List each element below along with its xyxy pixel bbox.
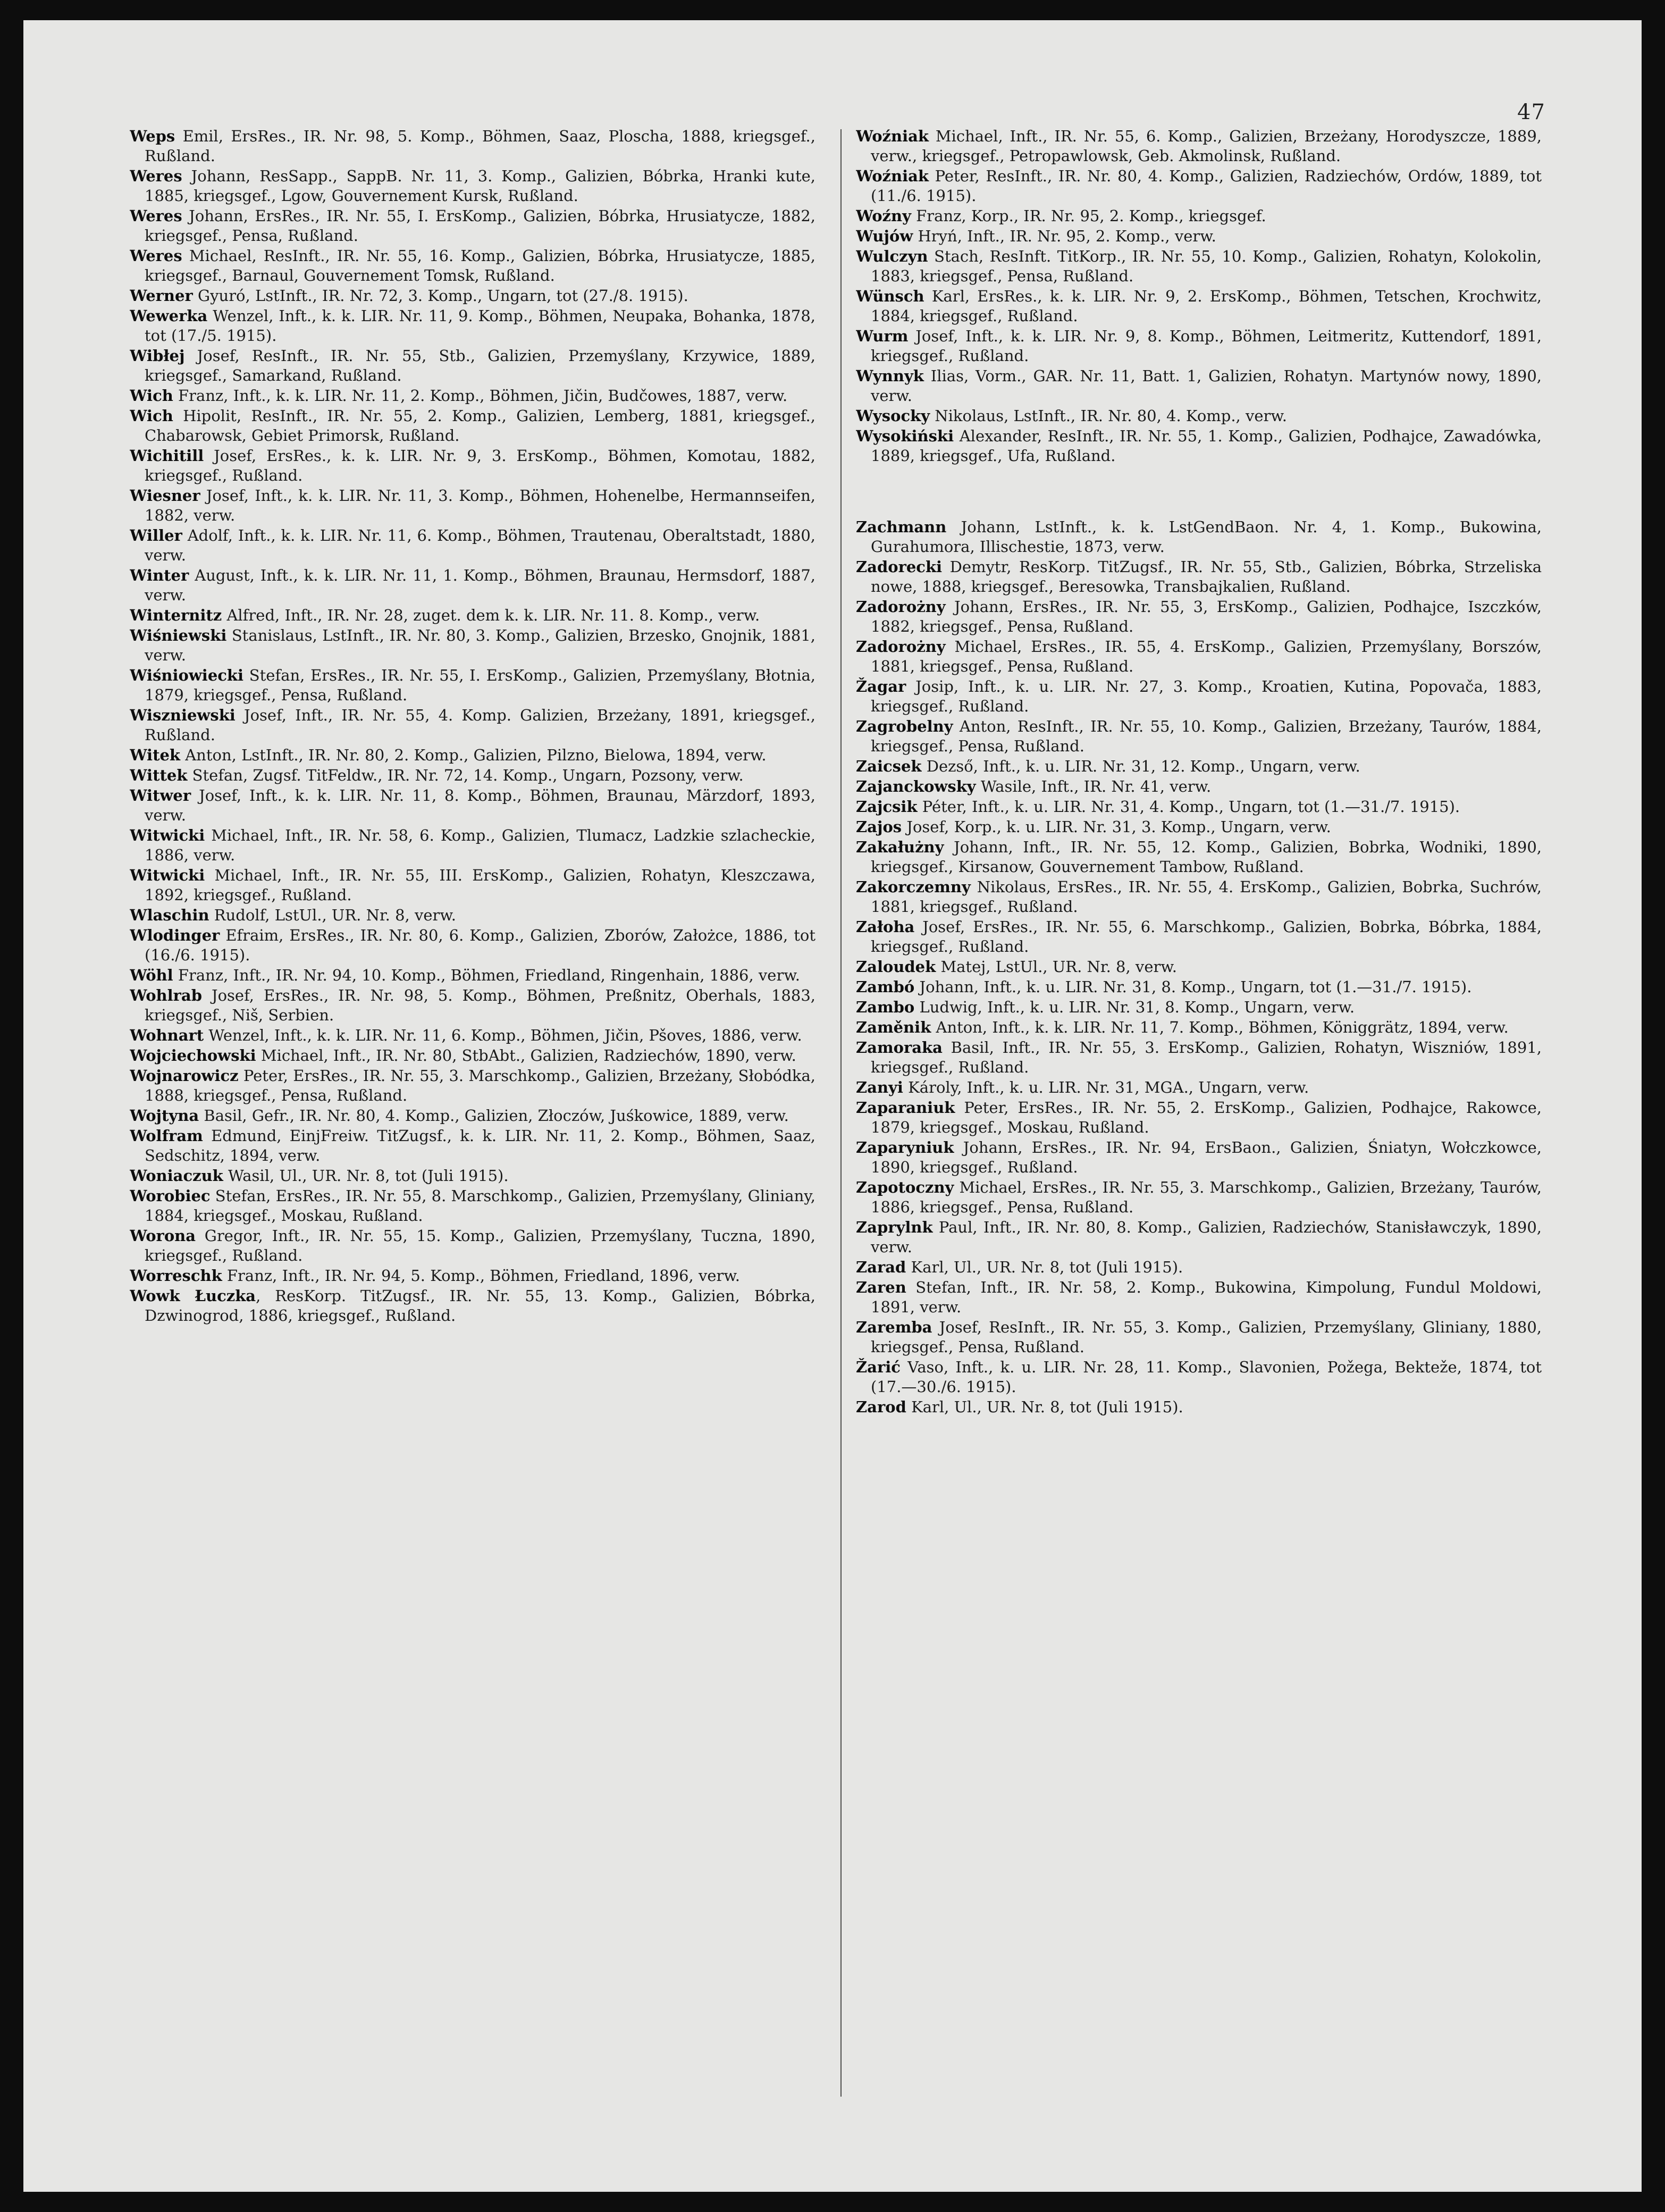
entry-surname: Zarod <box>856 1398 906 1416</box>
entry-details: Basil, Inft., IR. Nr. 55, 3. ErsKomp., Galizien, Rohatyn, Wiszniów, 1891, kriegsgef., Rußland. <box>871 1038 1542 1076</box>
list-entry <box>130 926 815 965</box>
entry-surname: Wowk Łuczka <box>130 1287 256 1305</box>
list-entry <box>130 1226 815 1266</box>
entry-surname: Wysokiński <box>856 427 954 445</box>
list-entry <box>130 706 815 745</box>
list-entry <box>856 797 1542 817</box>
entry-surname: Wlodinger <box>130 926 220 944</box>
entry-surname: Worreschk <box>130 1267 222 1285</box>
entry-surname: Winter <box>130 566 189 584</box>
entries-z-section <box>856 517 1542 1417</box>
list-entry <box>130 346 815 386</box>
list-entry <box>130 1286 815 1326</box>
entry-surname: Wibłej <box>130 347 185 365</box>
entry-surname: Wiśniewski <box>130 626 227 644</box>
entry-details: Michael, Inft., IR. Nr. 55, 6. Komp., Galizien, Brzeżany, Horodyszcze, 1889, verw., kriegsgef., Petropawlowsk, Geb. Akmolinsk, Rußland. <box>871 127 1542 165</box>
entry-details: Franz, Inft., IR. Nr. 94, 5. Komp., Böhmen, Friedland, 1896, verw. <box>222 1267 740 1285</box>
entry-details: Stach, ResInft. TitKorp., IR. Nr. 55, 10. Komp., Galizien, Rohatyn, Kolokolin, 1883, kriegsgef., Pensa, Rußland. <box>871 247 1542 285</box>
entry-details: Josef, Inft., k. k. LIR. Nr. 11, 3. Komp., Böhmen, Hohenelbe, Hermannseifen, 1882, verw. <box>145 487 815 524</box>
list-entry <box>130 1266 815 1286</box>
list-entry <box>856 998 1542 1017</box>
entry-surname: Witwicki <box>130 826 205 844</box>
list-entry <box>130 386 815 406</box>
entry-surname: Witwicki <box>130 866 205 884</box>
entry-surname: Žarić <box>856 1358 901 1376</box>
entry-surname: Zaprylnk <box>856 1218 933 1236</box>
book-page <box>23 20 1642 2192</box>
entry-surname: Wojtyna <box>130 1107 199 1125</box>
entry-surname: Zadorożny <box>856 598 946 616</box>
list-entry <box>130 306 815 346</box>
entry-details: Johann, ErsRes., IR. Nr. 55, I. ErsKomp., Galizien, Bóbrka, Hrusiatycze, 1882, kriegsgef., Pensa, Rußland. <box>145 207 815 245</box>
list-entry <box>130 1186 815 1226</box>
column-divider <box>840 129 842 2097</box>
entry-surname: Wojnarowicz <box>130 1067 239 1085</box>
entry-details: Peter, ErsRes., IR. Nr. 55, 2. ErsKomp., Galizien, Podhajce, Rakowce, 1879, kriegsgef., Moskau, Rußland. <box>871 1099 1542 1136</box>
entry-details: Alexander, ResInft., IR. Nr. 55, 1. Komp., Galizien, Podhajce, Zawadówka, 1889, kriegsgef., Ufa, Rußland. <box>871 427 1542 465</box>
entry-details: Franz, Inft., IR. Nr. 94, 10. Komp., Böhmen, Friedland, Ringenhain, 1886, verw. <box>173 966 800 984</box>
entry-details: Michael, ErsRes., IR. 55, 4. ErsKomp., Galizien, Przemyślany, Borszów, 1881, kriegsgef., Pensa, Rußland. <box>871 638 1542 675</box>
entry-details: , ResKorp. TitZugsf., IR. Nr. 55, 13. Komp., Galizien, Bóbrka, Dzwinogrod, 1886, kriegsgef., Rußland. <box>145 1287 815 1325</box>
entry-surname: Wysocky <box>856 407 930 425</box>
entry-details: Basil, Gefr., IR. Nr. 80, 4. Komp., Galizien, Złoczów, Juśkowice, 1889, verw. <box>199 1107 789 1125</box>
entry-surname: Weres <box>130 247 182 265</box>
entry-surname: Willer <box>130 526 182 544</box>
list-entry <box>130 906 815 925</box>
entry-surname: Załoha <box>856 918 915 936</box>
entry-details: Alfred, Inft., IR. Nr. 28, zuget. dem k. k. LIR. Nr. 11. 8. Komp., verw. <box>222 606 760 624</box>
entry-surname: Woniaczuk <box>130 1167 223 1185</box>
list-entry <box>856 637 1542 676</box>
entry-details: Gyuró, LstInft., IR. Nr. 72, 3. Komp., Ungarn, tot (27./8. 1915). <box>192 287 688 305</box>
section-gap <box>856 466 1542 517</box>
list-entry <box>856 1318 1542 1357</box>
list-entry <box>130 966 815 985</box>
list-entry <box>856 717 1542 756</box>
entry-details: Rudolf, LstUl., UR. Nr. 8, verw. <box>209 906 456 924</box>
entry-details: Karl, ErsRes., k. k. LIR. Nr. 9, 2. ErsKomp., Böhmen, Tetschen, Krochwitz, 1884, kriegsgef., Rußland. <box>871 287 1542 325</box>
page-number: 47 <box>1517 100 1545 124</box>
entry-details: Karl, Ul., UR. Nr. 8, tot (Juli 1915). <box>906 1258 1183 1276</box>
list-entry <box>856 877 1542 917</box>
entry-details: Josef, Inft., k. k. LIR. Nr. 9, 8. Komp., Böhmen, Leitmeritz, Kuttendorf, 1891, kriegsgef., Rußland. <box>871 327 1542 365</box>
entry-surname: Wittek <box>130 766 188 784</box>
list-entry <box>856 1258 1542 1277</box>
list-entry <box>856 677 1542 716</box>
entry-surname: Winternitz <box>130 606 222 624</box>
entry-details: Demytr, ResKorp. TitZugsf., IR. Nr. 55, Stb., Galizien, Bóbrka, Strzeliska nowe, 1888, kriegsgef., Beresowka, Transbajkalien, Rußland. <box>871 558 1542 596</box>
list-entry <box>856 326 1542 366</box>
list-entry <box>130 127 815 166</box>
list-entry <box>130 745 815 765</box>
entry-details: Franz, Korp., IR. Nr. 95, 2. Komp., kriegsgef. <box>911 207 1266 225</box>
entry-details: Károly, Inft., k. u. LIR. Nr. 31, MGA., Ungarn, verw. <box>903 1078 1309 1096</box>
list-entry <box>856 366 1542 406</box>
list-entry <box>856 517 1542 557</box>
list-entry <box>856 166 1542 206</box>
list-entry <box>130 1106 815 1126</box>
entry-surname: Wich <box>130 387 173 405</box>
entry-details: Wenzel, Inft., k. k. LIR. Nr. 11, 9. Komp., Böhmen, Neupaka, Bohanka, 1878, tot (17./5. 1915). <box>145 307 815 345</box>
list-entry <box>130 1066 815 1105</box>
entry-details: August, Inft., k. k. LIR. Nr. 11, 1. Komp., Böhmen, Braunau, Hermsdorf, 1887, verw. <box>145 566 815 604</box>
list-entry <box>856 1038 1542 1077</box>
list-entry <box>130 1166 815 1186</box>
entry-surname: Wichitill <box>130 447 204 465</box>
entry-details: Peter, ErsRes., IR. Nr. 55, 3. Marschkomp., Galizien, Brzeżany, Słobódka, 1888, kriegsgef., Pensa, Rußland. <box>145 1067 815 1104</box>
entry-details: Stefan, Zugsf. TitFeldw., IR. Nr. 72, 14. Komp., Ungarn, Pozsony, verw. <box>187 766 744 784</box>
entry-surname: Wohlrab <box>130 986 202 1004</box>
entry-surname: Wynnyk <box>856 367 924 385</box>
list-entry <box>130 166 815 206</box>
list-entry <box>130 526 815 565</box>
entry-surname: Wlaschin <box>130 906 209 924</box>
list-entry <box>130 566 815 605</box>
entry-details: Johann, ResSapp., SappB. Nr. 11, 3. Komp., Galizien, Bóbrka, Hranki kute, 1885, kriegsgef., Lgow, Gouvernement Kursk, Rußland. <box>145 167 815 205</box>
entry-surname: Zagrobelny <box>856 717 953 735</box>
list-entry <box>856 1098 1542 1137</box>
list-entry <box>856 1018 1542 1037</box>
list-entry <box>130 786 815 825</box>
entry-surname: Zaloudek <box>856 958 936 976</box>
entry-details: Michael, Inft., IR. Nr. 55, III. ErsKomp., Galizien, Rohatyn, Kleszczawa, 1892, kriegsgef., Rußland. <box>145 866 815 904</box>
entry-details: Michael, ErsRes., IR. Nr. 55, 3. Marschkomp., Galizien, Brzeżany, Taurów, 1886, kriegsgef., Pensa, Rußland. <box>871 1178 1542 1216</box>
entry-surname: Zajos <box>856 818 902 836</box>
entry-surname: Wurm <box>856 327 909 345</box>
list-entry <box>856 757 1542 776</box>
entry-surname: Zambo <box>856 998 915 1016</box>
entry-details: Josef, ErsRes., IR. Nr. 55, 6. Marschkomp., Galizien, Bobrka, Bóbrka, 1884, kriegsgef., Rußland. <box>871 918 1542 956</box>
entry-details: Johann, Inft., k. u. LIR. Nr. 31, 8. Komp., Ungarn, tot (1.—31./7. 1915). <box>914 978 1472 996</box>
entry-surname: Zakorczemny <box>856 878 971 896</box>
list-entry <box>856 557 1542 597</box>
list-entry <box>856 837 1542 877</box>
entry-details: Johann, ErsRes., IR. Nr. 94, ErsBaon., Galizien, Śniatyn, Wołczkowce, 1890, kriegsgef., Rußland. <box>871 1138 1542 1176</box>
list-entry <box>856 1138 1542 1177</box>
list-entry <box>856 817 1542 837</box>
entry-details: Péter, Inft., k. u. LIR. Nr. 31, 4. Komp., Ungarn, tot (1.—31./7. 1915). <box>917 798 1460 816</box>
entry-surname: Zakałużny <box>856 838 944 856</box>
entry-details: Gregor, Inft., IR. Nr. 55, 15. Komp., Galizien, Przemyślany, Tuczna, 1890, kriegsgef., Rußland. <box>145 1227 815 1264</box>
entry-surname: Zarad <box>856 1258 906 1276</box>
entry-surname: Witwer <box>130 786 191 805</box>
entry-surname: Zadorożny <box>856 638 946 656</box>
entry-details: Emil, ErsRes., IR. Nr. 98, 5. Komp., Böhmen, Saaz, Ploscha, 1888, kriegsgef., Rußland. <box>145 127 815 165</box>
entry-details: Hipolit, ResInft., IR. Nr. 55, 2. Komp., Galizien, Lemberg, 1881, kriegsgef., Chabarowsk, Gebiet Primorsk, Rußland. <box>145 407 815 445</box>
entry-details: Josef, Inft., k. k. LIR. Nr. 11, 8. Komp., Böhmen, Braunau, Märzdorf, 1893, verw. <box>145 786 815 824</box>
list-entry <box>856 917 1542 957</box>
list-entry <box>856 957 1542 977</box>
entry-details: Matej, LstUl., UR. Nr. 8, verw. <box>936 958 1177 976</box>
entry-details: Josef, ResInft., IR. Nr. 55, 3. Komp., Galizien, Przemyślany, Gliniany, 1880, kriegsgef., Pensa, Rußland. <box>871 1318 1542 1356</box>
entry-surname: Wiśniowiecki <box>130 666 244 684</box>
entry-surname: Wiesner <box>130 487 200 505</box>
list-entry <box>130 606 815 625</box>
entry-details: Anton, Inft., k. k. LIR. Nr. 11, 7. Komp., Böhmen, Königgrätz, 1894, verw. <box>931 1018 1509 1036</box>
list-entry <box>856 426 1542 466</box>
entry-surname: Wolfram <box>130 1127 203 1145</box>
list-entry <box>130 866 815 905</box>
entry-details: Karl, Ul., UR. Nr. 8, tot (Juli 1915). <box>906 1398 1183 1416</box>
entry-details: Michael, Inft., IR. Nr. 58, 6. Komp., Galizien, Tlumacz, Ladzkie szlacheckie, 1886, verw. <box>145 826 815 864</box>
list-entry <box>856 127 1542 166</box>
entry-details: Stefan, ErsRes., IR. Nr. 55, I. ErsKomp., Galizien, Przemyślany, Błotnia, 1879, kriegsgef., Pensa, Rußland. <box>145 666 815 704</box>
entry-details: Josef, ErsRes., IR. Nr. 98, 5. Komp., Böhmen, Preßnitz, Oberhals, 1883, kriegsgef., Niš, Serbien. <box>145 986 815 1024</box>
entry-details: Adolf, Inft., k. k. LIR. Nr. 11, 6. Komp., Böhmen, Trautenau, Oberaltstadt, 1880, verw. <box>145 526 815 564</box>
entry-details: Ilias, Vorm., GAR. Nr. 11, Batt. 1, Galizien, Rohatyn. Martynów nowy, 1890, verw. <box>871 367 1542 405</box>
entry-surname: Woźniak <box>856 167 929 185</box>
entry-surname: Zaparaniuk <box>856 1099 955 1117</box>
list-entry <box>856 597 1542 636</box>
entry-details: Vaso, Inft., k. u. LIR. Nr. 28, 11. Komp., Slavonien, Požega, Bekteže, 1874, tot (17.—30./6. 1915). <box>871 1358 1542 1396</box>
entry-details: Johann, LstInft., k. k. LstGendBaon. Nr. 4, 1. Komp., Bukowina, Gurahumora, Illischestie, 1873, verw. <box>871 518 1542 556</box>
right-column <box>856 127 1542 2105</box>
list-entry <box>130 1126 815 1166</box>
list-entry <box>130 246 815 286</box>
entry-surname: Zaparyniuk <box>856 1138 954 1157</box>
entry-details: Stefan, ErsRes., IR. Nr. 55, 8. Marschkomp., Galizien, Przemyślany, Gliniany, 1884, kriegsgef., Moskau, Rußland. <box>145 1187 815 1225</box>
entry-details: Josef, ResInft., IR. Nr. 55, Stb., Galizien, Przemyślany, Krzywice, 1889, kriegsgef., Samarkand, Rußland. <box>145 347 815 384</box>
entry-details: Johann, Inft., IR. Nr. 55, 12. Komp., Galizien, Bobrka, Wodniki, 1890, kriegsgef., Kirsanow, Gouvernement Tambow, Rußland. <box>871 838 1542 876</box>
entry-surname: Wöhl <box>130 966 173 984</box>
entry-details: Hryń, Inft., IR. Nr. 95, 2. Komp., verw. <box>913 227 1216 245</box>
entry-details: Stefan, Inft., IR. Nr. 58, 2. Komp., Bukowina, Kimpolung, Fundul Moldowi, 1891, verw. <box>871 1278 1542 1316</box>
list-entry <box>856 777 1542 797</box>
list-entry <box>130 486 815 525</box>
entry-details: Nikolaus, ErsRes., IR. Nr. 55, 4. ErsKomp., Galizien, Bobrka, Suchrów, 1881, kriegsgef., Rußland. <box>871 878 1542 916</box>
entry-details: Anton, ResInft., IR. Nr. 55, 10. Komp., Galizien, Brzeżany, Taurów, 1884, kriegsgef., Pensa, Rußland. <box>871 717 1542 755</box>
entry-details: Wasil, Ul., UR. Nr. 8, tot (Juli 1915). <box>223 1167 509 1185</box>
entry-surname: Zapotoczny <box>856 1178 954 1196</box>
list-entry <box>856 206 1542 226</box>
entry-details: Josef, ErsRes., k. k. LIR. Nr. 9, 3. ErsKomp., Böhmen, Komotau, 1882, kriegsgef., Rußland. <box>145 447 815 484</box>
entry-surname: Wohnart <box>130 1026 204 1044</box>
list-entry <box>856 406 1542 426</box>
entry-surname: Wiszniewski <box>130 706 236 724</box>
list-entry <box>856 1397 1542 1417</box>
list-entry <box>130 766 815 785</box>
entry-surname: Woźniak <box>856 127 929 145</box>
entry-surname: Wich <box>130 407 173 425</box>
list-entry <box>856 1278 1542 1317</box>
entry-surname: Wünsch <box>856 287 924 305</box>
list-entry <box>130 406 815 446</box>
entry-details: Josef, Inft., IR. Nr. 55, 4. Komp. Galizien, Brzeżany, 1891, kriegsgef., Rußland. <box>145 706 815 744</box>
entry-details: Ludwig, Inft., k. u. LIR. Nr. 31, 8. Komp., Ungarn, verw. <box>914 998 1355 1016</box>
entry-details: Paul, Inft., IR. Nr. 80, 8. Komp., Galizien, Radziechów, Stanisławczyk, 1890, verw. <box>871 1218 1542 1256</box>
entry-details: Michael, ResInft., IR. Nr. 55, 16. Komp., Galizien, Bóbrka, Hrusiatycze, 1885, kriegsgef., Barnaul, Gouvernement Tomsk, Rußland. <box>145 247 815 284</box>
entry-details: Anton, LstInft., IR. Nr. 80, 2. Komp., Galizien, Pilzno, Bielowa, 1894, verw. <box>180 746 767 764</box>
entry-surname: Woźny <box>856 207 911 225</box>
entry-details: Josef, Korp., k. u. LIR. Nr. 31, 3. Komp., Ungarn, verw. <box>902 818 1331 836</box>
entry-details: Wenzel, Inft., k. k. LIR. Nr. 11, 6. Komp., Böhmen, Jičin, Pšoves, 1886, verw. <box>204 1026 802 1044</box>
entry-surname: Zaren <box>856 1278 906 1296</box>
list-entry <box>130 1026 815 1045</box>
list-entry <box>856 247 1542 286</box>
entry-details: Peter, ResInft., IR. Nr. 80, 4. Komp., Galizien, Radziechów, Ordów, 1889, tot (11./6. 1915). <box>871 167 1542 205</box>
entry-surname: Wewerka <box>130 307 208 325</box>
entry-surname: Zadorecki <box>856 558 943 576</box>
entry-details: Nikolaus, LstInft., IR. Nr. 80, 4. Komp., verw. <box>930 407 1288 425</box>
list-entry <box>130 626 815 665</box>
entry-details: Efraim, ErsRes., IR. Nr. 80, 6. Komp., Galizien, Zborów, Założce, 1886, tot (16./6. 1915). <box>145 926 815 964</box>
entry-surname: Zamoraka <box>856 1038 943 1057</box>
entry-surname: Weps <box>130 127 175 145</box>
entry-details: Edmund, EinjFreiw. TitZugsf., k. k. LIR. Nr. 11, 2. Komp., Böhmen, Saaz, Sedschitz, 1894, verw. <box>145 1127 815 1164</box>
entry-surname: Weres <box>130 167 182 185</box>
entry-surname: Zaměnik <box>856 1018 931 1036</box>
entry-surname: Wujów <box>856 227 913 245</box>
entry-surname: Zaicsek <box>856 757 922 775</box>
entry-surname: Worona <box>130 1227 196 1245</box>
entry-surname: Weres <box>130 207 182 225</box>
entry-surname: Witek <box>130 746 181 764</box>
list-entry <box>130 206 815 246</box>
list-entry <box>856 1358 1542 1397</box>
list-entry <box>856 977 1542 997</box>
entry-details: Josip, Inft., k. u. LIR. Nr. 27, 3. Komp., Kroatien, Kutina, Popovača, 1883, kriegsgef., Rußland. <box>871 677 1542 715</box>
list-entry <box>856 1178 1542 1217</box>
entries-w-section <box>856 127 1542 466</box>
list-entry <box>856 1078 1542 1097</box>
entry-details: Wasile, Inft., IR. Nr. 41, verw. <box>976 777 1212 795</box>
entry-surname: Werner <box>130 287 193 305</box>
entry-surname: Zanyi <box>856 1078 903 1096</box>
entry-surname: Zambó <box>856 978 915 996</box>
list-entry <box>856 1218 1542 1257</box>
entry-surname: Zajcsik <box>856 798 918 816</box>
entry-details: Stanislaus, LstInft., IR. Nr. 80, 3. Komp., Galizien, Brzesko, Gnojnik, 1881, verw. <box>145 626 815 664</box>
entry-details: Michael, Inft., IR. Nr. 80, StbAbt., Galizien, Radziechów, 1890, verw. <box>256 1046 796 1065</box>
entry-surname: Zaremba <box>856 1318 932 1336</box>
list-entry <box>130 286 815 306</box>
entry-details: Franz, Inft., k. k. LIR. Nr. 11, 2. Komp., Böhmen, Jičin, Budčowes, 1887, verw. <box>173 387 788 405</box>
list-entry <box>856 287 1542 326</box>
entry-surname: Wojciechowski <box>130 1046 256 1065</box>
entry-details: Johann, ErsRes., IR. Nr. 55, 3, ErsKomp., Galizien, Podhajce, Iszczków, 1882, kriegsgef., Pensa, Rußland. <box>871 598 1542 635</box>
list-entry <box>856 227 1542 246</box>
list-entry <box>130 826 815 865</box>
entry-surname: Zachmann <box>856 518 947 536</box>
list-entry <box>130 666 815 705</box>
left-column <box>130 127 815 2105</box>
list-entry <box>130 1046 815 1066</box>
list-entry <box>130 986 815 1025</box>
entry-details: Dezső, Inft., k. u. LIR. Nr. 31, 12. Komp., Ungarn, verw. <box>921 757 1360 775</box>
list-entry <box>130 446 815 485</box>
entry-surname: Žagar <box>856 677 906 696</box>
entry-surname: Worobiec <box>130 1187 211 1205</box>
entry-surname: Zajanckowsky <box>856 777 976 795</box>
entry-surname: Wulczyn <box>856 247 928 265</box>
